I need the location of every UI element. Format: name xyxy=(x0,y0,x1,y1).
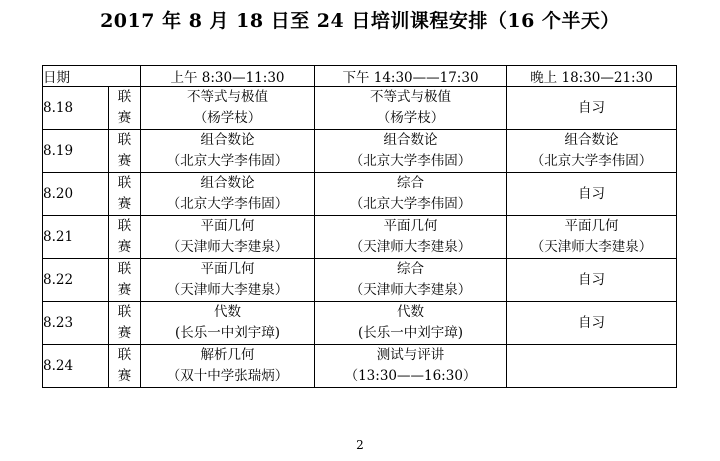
evening-session-line: 组合数论 xyxy=(564,132,619,148)
table-row xyxy=(43,345,677,388)
afternoon-session-line: 组合数论 xyxy=(383,132,438,148)
row-type-line: 联 xyxy=(117,347,132,363)
evening-session xyxy=(507,87,677,130)
row-type-line: 赛 xyxy=(117,368,132,384)
evening-session xyxy=(507,216,677,259)
afternoon-session-line: 平面几何 xyxy=(383,218,438,234)
header-evening: 晚上 18:30—21:30 xyxy=(507,66,677,87)
morning-session xyxy=(141,130,315,173)
morning-session xyxy=(141,259,315,302)
afternoon-session-line: （北京大学李伟固） xyxy=(349,153,472,169)
evening-session-line: （北京大学李伟固） xyxy=(530,153,653,169)
row-type-line: 联 xyxy=(117,218,132,234)
table-row xyxy=(43,130,677,173)
row-type-line: 联 xyxy=(117,261,132,277)
morning-session xyxy=(141,216,315,259)
table-header-row xyxy=(43,66,677,87)
afternoon-session-line: （天津师大李建泉） xyxy=(349,282,472,298)
row-type xyxy=(109,216,141,259)
table-row xyxy=(43,173,677,216)
row-date: 8.20 xyxy=(43,173,109,216)
page-number: 2 xyxy=(356,438,364,452)
row-date: 8.24 xyxy=(43,345,109,388)
morning-session xyxy=(141,173,315,216)
evening-session xyxy=(507,302,677,345)
row-type-line: 联 xyxy=(117,175,132,191)
afternoon-session-line: 综合 xyxy=(397,175,424,191)
morning-session-line: 代数 xyxy=(214,304,241,320)
row-type-line: 联 xyxy=(117,89,132,105)
morning-session-line: （北京大学李伟固） xyxy=(166,196,289,212)
row-date: 8.22 xyxy=(43,259,109,302)
evening-session xyxy=(507,345,677,388)
morning-session-line: （双十中学张瑞炳） xyxy=(166,368,289,384)
morning-session-line: 不等式与极值 xyxy=(187,89,268,105)
afternoon-session xyxy=(315,345,507,388)
evening-session xyxy=(507,130,677,173)
evening-session-line: （天津师大李建泉） xyxy=(530,239,653,255)
row-date: 8.21 xyxy=(43,216,109,259)
afternoon-session xyxy=(315,302,507,345)
row-type-line: 联 xyxy=(117,132,132,148)
evening-session-line: 自习 xyxy=(578,271,605,288)
afternoon-session xyxy=(315,216,507,259)
row-date: 8.18 xyxy=(43,87,109,130)
afternoon-session-line: (长乐一中刘宇璋) xyxy=(357,325,464,341)
row-type xyxy=(109,345,141,388)
afternoon-session-line: 测试与评讲 xyxy=(376,347,445,363)
row-type-line: 赛 xyxy=(117,282,132,298)
morning-session-line: （杨学枝） xyxy=(193,110,262,126)
morning-session-line: （北京大学李伟固） xyxy=(166,153,289,169)
morning-session xyxy=(141,302,315,345)
row-type-line: 赛 xyxy=(117,153,132,169)
morning-session-line: （天津师大李建泉） xyxy=(166,282,289,298)
row-type-line: 赛 xyxy=(117,325,132,341)
header-date: 日期 xyxy=(43,66,141,87)
afternoon-session xyxy=(315,173,507,216)
morning-session xyxy=(141,345,315,388)
header-morning: 上午 8:30—11:30 xyxy=(141,66,315,87)
table-row xyxy=(43,259,677,302)
morning-session-line: 解析几何 xyxy=(200,347,255,363)
row-type xyxy=(109,302,141,345)
afternoon-session xyxy=(315,259,507,302)
row-type xyxy=(109,87,141,130)
morning-session-line: 组合数论 xyxy=(200,175,255,191)
evening-session xyxy=(507,259,677,302)
afternoon-session-line: 综合 xyxy=(397,261,424,277)
afternoon-session-line: （北京大学李伟固） xyxy=(349,196,472,212)
evening-session xyxy=(507,173,677,216)
morning-session-line: 组合数论 xyxy=(200,132,255,148)
afternoon-session-line: （13:30——16:30） xyxy=(344,368,477,384)
row-type xyxy=(109,173,141,216)
table-row xyxy=(43,302,677,345)
evening-session-line: 平面几何 xyxy=(564,218,619,234)
evening-session-line: 自习 xyxy=(578,314,605,331)
morning-session xyxy=(141,87,315,130)
evening-session-line: 自习 xyxy=(578,99,605,116)
row-type-line: 赛 xyxy=(117,239,132,255)
page-title: 2017 年 8 月 18 日至 24 日培训课程安排（16 个半天） xyxy=(100,10,620,32)
afternoon-session xyxy=(315,87,507,130)
evening-session-line: 自习 xyxy=(578,185,605,202)
table-row xyxy=(43,87,677,130)
row-type-line: 赛 xyxy=(117,196,132,212)
afternoon-session-line: （天津师大李建泉） xyxy=(349,239,472,255)
header-afternoon: 下午 14:30——17:30 xyxy=(315,66,507,87)
row-type-line: 赛 xyxy=(117,110,132,126)
row-date: 8.23 xyxy=(43,302,109,345)
afternoon-session-line: 不等式与极值 xyxy=(370,89,451,105)
row-type-line: 联 xyxy=(117,304,132,320)
afternoon-session xyxy=(315,130,507,173)
row-type xyxy=(109,259,141,302)
afternoon-session-line: 代数 xyxy=(397,304,424,320)
morning-session-line: 平面几何 xyxy=(200,218,255,234)
row-date: 8.19 xyxy=(43,130,109,173)
morning-session-line: (长乐一中刘宇璋) xyxy=(174,325,281,341)
morning-session-line: 平面几何 xyxy=(200,261,255,277)
schedule-table xyxy=(42,65,677,388)
row-type xyxy=(109,130,141,173)
morning-session-line: （天津师大李建泉） xyxy=(166,239,289,255)
table-row xyxy=(43,216,677,259)
afternoon-session-line: （杨学枝） xyxy=(376,110,445,126)
